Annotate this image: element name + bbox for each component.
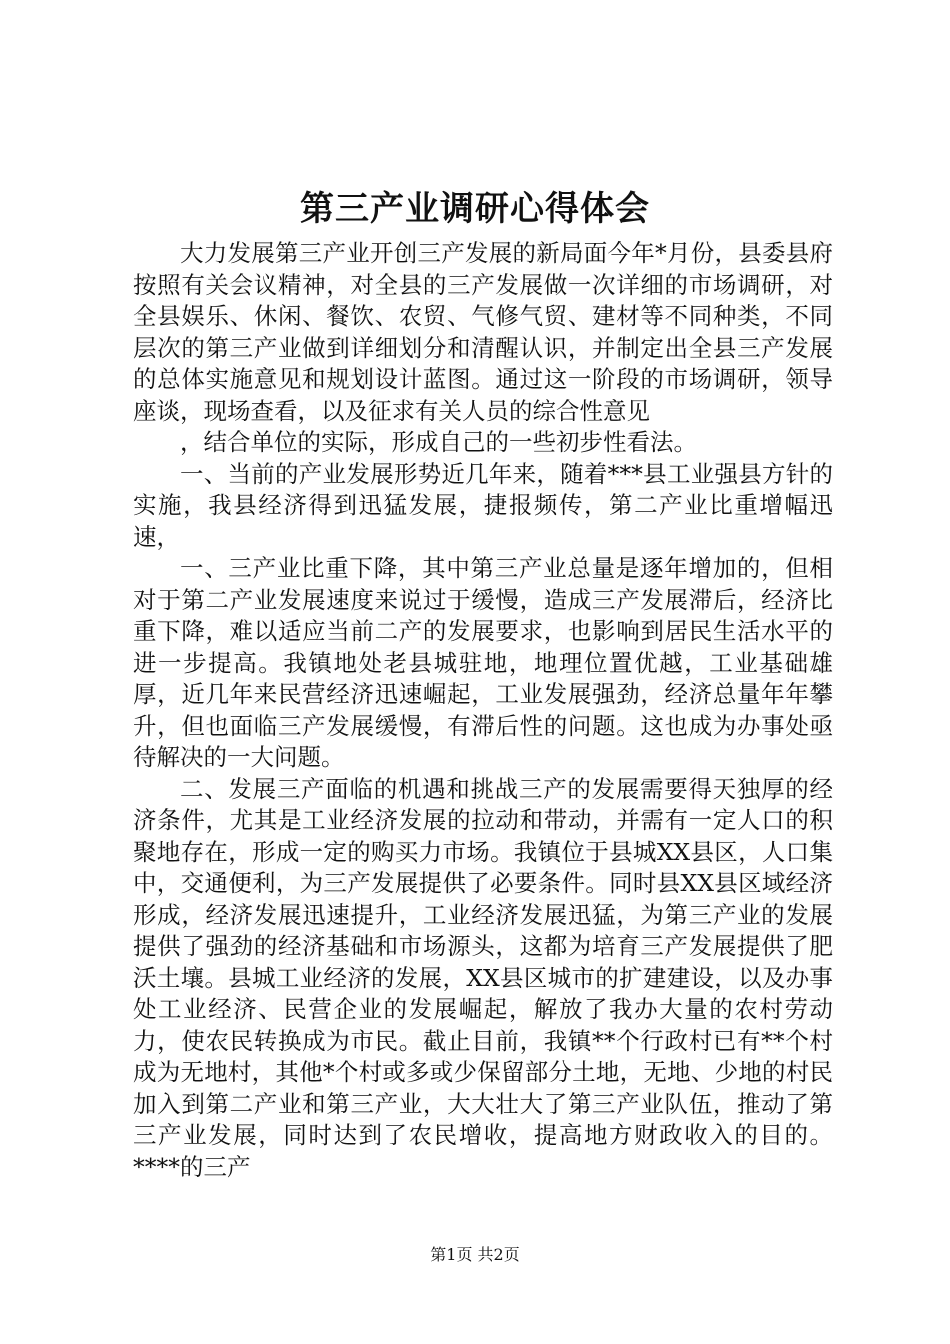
paragraph: 一、三产业比重下降，其中第三产业总量是逐年增加的，但相对于第二产业发展速度来说过于缓慢，造成三产发展滞后，经济比重下降，难以适应当前二产的发展要求，也影响到居民生活水平的进一步提高。我镇地处老县城驻地，地理位置优越，工业基础雄厚，近几年来民营经济迅速崛起，工业发展强劲，经济总量年年攀升，但也面临三产发展缓慢，有滞后性的问题。这也成为办事处亟待解决的一大问题。 (133, 554, 833, 771)
paragraph: 大力发展第三产业开创三产发展的新局面今年*月份，县委县府按照有关会议精神，对全县的三产发展做一次详细的市场调研，对全县娱乐、休闲、餐饮、农贸、气修气贸、建材等不同种类，不同层次的第三产业做到详细划分和清醒认识，并制定出全县三产发展的总体实施意见和规划设计蓝图。通过这一阶段的市场调研，领导座谈，现场查看，以及征求有关人员的综合性意见 (133, 239, 833, 425)
paragraph: 二、发展三产面临的机遇和挑战三产的发展需要得天独厚的经济条件，尤其是工业经济发展的拉动和带动，并需有一定人口的积聚地存在，形成一定的购买力市场。我镇位于县城XX县区，人口集中，交通便利，为三产发展提供了必要条件。同时县XX县区域经济形成，经济发展迅速提升，工业经济发展迅猛，为第三产业的发展提供了强劲的经济基础和市场源头，这都为培育三产发展提供了肥沃土壤。县城工业经济的发展，XX县区城市的扩建建设，以及办事处工业经济、民营企业的发展崛起，解放了我办大量的农村劳动力，使农民转换成为市民。截止目前，我镇**个行政村已有**个村成为无地村，其他*个村或多或少保留部分土地，无地、少地的村民加入到第二产业和第三产业，大大壮大了第三产业队伍，推动了第三产业发展，同时达到了农民增收，提高地方财政收入的目的。****的三产 (133, 774, 833, 1181)
page-number-footer: 第1页 共2页 (430, 1245, 520, 1264)
document-body (133, 238, 833, 1183)
document-title: 第三产业调研心得体会 (300, 189, 650, 229)
paragraph: ，结合单位的实际，形成自己的一些初步性看法。 (180, 428, 697, 456)
paragraph: 一、当前的产业发展形势近几年来，随着***县工业强县方针的实施，我县经济得到迅猛发展，捷报频传，第二产业比重增幅迅速， (133, 459, 833, 551)
